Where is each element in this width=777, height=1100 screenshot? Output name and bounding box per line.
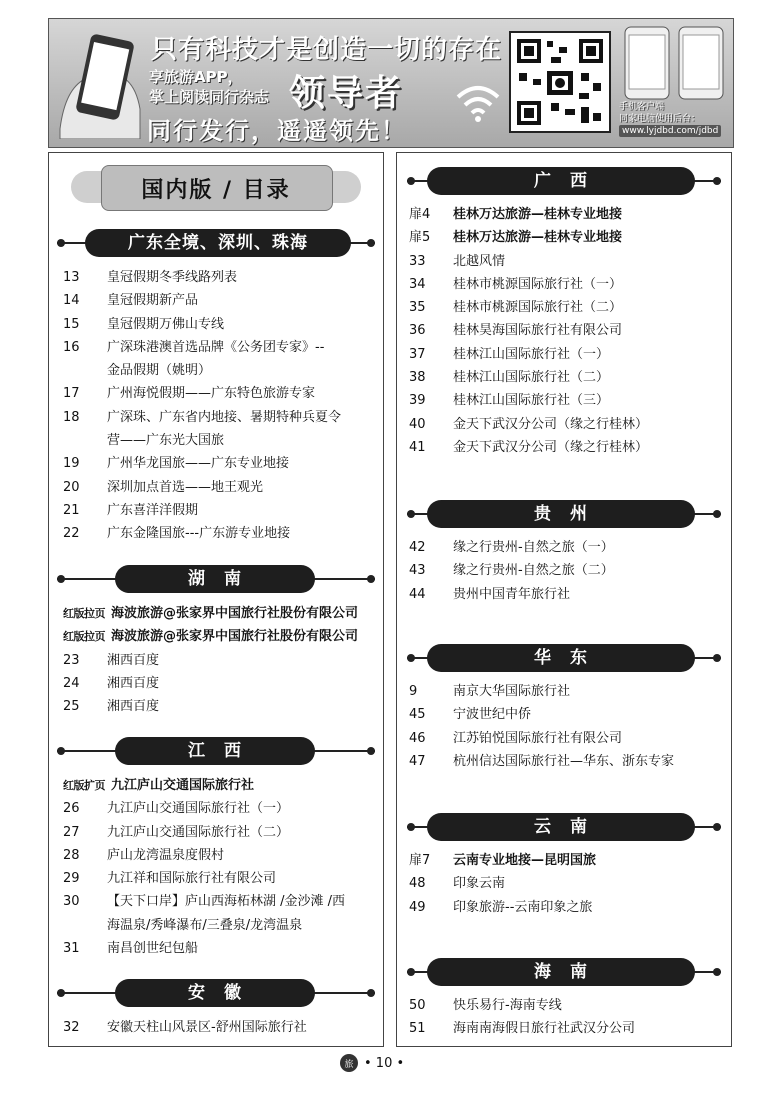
list-item[interactable] [63,844,381,867]
list-item[interactable] [63,359,381,382]
list-item[interactable] [409,727,727,750]
entry-text: 贵州中国青年旅行社 [453,586,571,602]
entry-text: 北越风情 [453,253,506,269]
entry-text: 宁波世纪中侨 [453,707,532,723]
section-title: 华 东 [427,644,695,672]
page-number: 34 [409,276,426,292]
section-header-huadong [407,644,721,672]
entry-text: 桂林市桃源国际旅行社（一） [453,276,623,292]
page-number [63,429,107,452]
entry-text: 皇冠假期冬季线路列表 [107,270,238,285]
entry-text: 南昌创世纪包船 [107,941,199,957]
list-item[interactable] [409,849,727,872]
list-item[interactable] [63,266,381,289]
page-number: 25 [63,699,80,715]
page-number: 扉7 [409,853,431,868]
list-item[interactable] [409,994,727,1017]
entry-text: 桂林万达旅游—桂林专业地接 [453,230,623,246]
page-number: 50 [409,998,426,1013]
list-item[interactable] [63,797,381,820]
magazine-logo-icon: 旅 [340,1054,358,1072]
page-number: 16 [63,339,80,355]
entry-text: 桂林万达旅游—桂林专业地接 [453,207,623,222]
section-header-guangdong [57,229,375,257]
section-header-guangxi [407,167,721,195]
list-item[interactable] [409,343,727,366]
list-item[interactable] [409,389,727,412]
section-title: 广东全境、深圳、珠海 [85,229,351,257]
phone-in-hand-icon [55,29,145,139]
section-header-hunan [57,565,375,593]
page-number: 14 [63,293,80,309]
entry-text: 杭州信达国际旅行社—华东、浙东专家 [453,753,675,769]
list-item[interactable] [409,226,727,249]
entry-text: 湘西百度 [107,699,160,715]
section-list-guangxi [409,203,727,459]
page-number: 48 [409,876,426,892]
masthead [71,165,361,209]
list-item[interactable] [63,476,381,499]
list-item[interactable] [409,273,727,296]
list-item[interactable] [63,625,381,648]
header-advert-banner [48,18,734,148]
entry-text: 海波旅游@张家界中国旅行社股份有限公司 [111,629,359,645]
section-list-guizhou [409,536,727,606]
list-item[interactable] [63,522,381,545]
section-title: 湖 南 [115,565,315,593]
page-number: 红版拉页 [63,607,105,620]
entry-text: 皇冠假期新产品 [107,293,199,309]
list-item[interactable] [63,649,381,672]
list-item[interactable] [63,672,381,695]
page-number: 44 [409,586,426,602]
entry-text: 深圳加点首选——地王观光 [107,479,264,495]
list-item[interactable] [63,937,381,960]
page-number: 40 [409,416,426,432]
list-item[interactable] [409,536,727,559]
page-number: 33 [409,253,426,269]
page-number: 43 [409,563,426,579]
page-title: 国内版 / 目录 [141,178,291,203]
section-header-guizhou [407,500,721,528]
list-item[interactable] [409,436,727,459]
wifi-icon [453,75,503,125]
page-number: 红版扩页 [63,779,105,792]
section-list-hainan [409,994,727,1041]
entry-text: 九江庐山交通国际旅行社（二） [107,824,290,840]
page-number: 37 [409,346,426,362]
entry-text: 营——广东光大国旅 [107,433,225,449]
entry-text: 九江祥和国际旅行社有限公司 [107,871,277,887]
list-item[interactable] [409,1017,727,1040]
entry-text: 云南专业地接—昆明国旅 [453,853,597,868]
page-number: 15 [63,316,80,332]
list-item[interactable] [409,559,727,582]
page-number [63,359,107,382]
page-number: 45 [409,707,426,723]
left-column [48,152,384,1047]
entry-text: 安徽天柱山风景区-舒州国际旅行社 [107,1020,307,1035]
page-number: 24 [63,675,80,691]
page-number: 22 [63,526,80,542]
page-number: 38 [409,370,426,386]
page-number: 28 [63,847,80,863]
entry-text: 广深珠、广东省内地接、暑期特种兵夏令 [107,409,342,425]
page-number: 46 [409,730,426,746]
entry-text: 金品假期（姚明） [107,363,212,379]
section-list-anhui [63,1016,381,1039]
banner-leader-text: 领导者 [289,72,404,114]
list-item[interactable] [409,750,727,773]
list-item[interactable] [63,602,381,625]
banner-app-line1: 享旅游APP， [149,68,243,86]
section-list-hunan [63,602,381,718]
entry-text: 广州华龙国旅——广东专业地接 [107,456,290,472]
entry-text: 桂林江山国际旅行社（二） [453,370,610,386]
entry-text: 快乐易行-海南专线 [453,998,562,1013]
list-item[interactable] [409,319,727,342]
list-item[interactable] [63,774,381,797]
banner-app-text [149,67,269,107]
list-item[interactable] [63,695,381,718]
entry-text: 金天下武汉分公司（缘之行桂林） [453,416,649,432]
banner-client-text [619,101,700,125]
page-number: 32 [63,1020,80,1035]
page-number-footer: • 10 • [364,1055,405,1071]
list-item[interactable] [63,313,381,336]
page-number: 51 [409,1021,426,1037]
entry-text: 缘之行贵州-自然之旅（二） [453,563,614,579]
page-number: 35 [409,300,426,316]
page-number: 20 [63,479,80,495]
entry-text: 广东金隆国旅---广东游专业地接 [107,526,291,542]
list-item[interactable] [63,914,381,937]
page-number: 扉5 [409,230,431,246]
list-item[interactable] [409,896,727,919]
section-list-guangdong [63,266,381,546]
list-item[interactable] [63,452,381,475]
mobile-phones-icon [623,25,727,101]
entry-text: 金天下武汉分公司（缘之行桂林） [453,439,649,455]
page-number: 47 [409,753,426,769]
entry-text: 广东喜洋洋假期 [107,502,199,518]
entry-text: 桂林江山国际旅行社（一） [453,346,610,362]
entry-text: 海温泉/秀峰瀑布/三叠泉/龙湾温泉 [107,917,303,933]
page-number: 扉4 [409,207,431,222]
section-title: 云 南 [427,813,695,841]
list-item[interactable] [409,296,727,319]
list-item[interactable] [63,289,381,312]
page-number: 19 [63,456,80,472]
entry-text: 桂林昊海国际旅行社有限公司 [453,323,623,339]
section-list-jiangxi [63,774,381,960]
list-item[interactable] [63,890,381,913]
page-number: 红版拉页 [63,630,105,644]
page-number: 18 [63,409,80,425]
list-item[interactable] [63,429,381,452]
section-header-anhui [57,979,375,1007]
entry-text: 九江庐山交通国际旅行社 [111,778,255,793]
list-item[interactable] [63,1016,381,1039]
page-number: 41 [409,439,426,455]
list-item[interactable] [409,680,727,703]
entry-text: 广州海悦假期——广东特色旅游专家 [107,386,316,402]
entry-text: 广深珠港澳首选品牌《公务团专家》-- [107,339,325,355]
section-title: 海 南 [427,958,695,986]
qr-code-icon [509,31,611,133]
banner-client-line2: 同家电脑使用后台： [619,114,701,124]
entry-text: 海波旅游@张家界中国旅行社股份有限公司 [111,606,359,621]
entry-text: 桂林市桃源国际旅行社（二） [453,300,623,316]
banner-url[interactable]: www.lyjdbd.com/jdbd [619,125,721,137]
list-item[interactable] [409,872,727,895]
section-header-jiangxi [57,737,375,765]
page-number: 23 [63,652,80,668]
page-number: 29 [63,871,80,887]
page-number: 17 [63,386,80,402]
page-number: 36 [409,323,426,339]
section-title: 贵 州 [427,500,695,528]
page-number: 27 [63,824,80,840]
entry-text: 桂林江山国际旅行社（三） [453,393,610,409]
entry-text: 印象云南 [453,876,506,892]
banner-slogan: 只有科技才是创造一切的存在 [151,35,503,65]
page-number: 13 [63,270,80,285]
list-item[interactable] [63,336,381,359]
page-footer [340,1051,404,1075]
entry-text: 缘之行贵州-自然之旅（一） [453,540,614,555]
list-item[interactable] [409,703,727,726]
section-header-hainan [407,958,721,986]
list-item[interactable] [409,583,727,606]
list-item[interactable] [63,821,381,844]
banner-tagline: 同行发行，遥遥领先！ [147,117,407,145]
entry-text: 湘西百度 [107,675,160,691]
page-number: 30 [63,894,80,910]
section-list-huadong [409,680,727,773]
entry-text: 九江庐山交通国际旅行社（一） [107,801,290,817]
entry-text: 皇冠假期万佛山专线 [107,316,225,332]
entry-text: 印象旅游--云南印象之旅 [453,899,593,915]
page-number [63,914,107,937]
section-title: 江 西 [115,737,315,765]
entry-text: 南京大华国际旅行社 [453,684,571,699]
page-number: 42 [409,540,426,555]
list-item[interactable] [409,413,727,436]
list-item[interactable] [409,203,727,226]
section-title: 安 徽 [115,979,315,1007]
list-item[interactable] [63,867,381,890]
section-title: 广 西 [427,167,695,195]
page-number: 21 [63,502,80,518]
entry-text: 【天下口岸】庐山西海柘林湖 /金沙滩 /西 [107,894,346,910]
entry-text: 江苏铂悦国际旅行社有限公司 [453,730,623,746]
page-number: 49 [409,899,426,915]
list-item[interactable] [63,406,381,429]
entry-text: 庐山龙湾温泉度假村 [107,847,225,863]
list-item[interactable] [409,250,727,273]
page-number: 9 [409,684,418,699]
page-number: 31 [63,941,80,957]
right-column [396,152,732,1047]
list-item[interactable] [63,382,381,405]
list-item[interactable] [63,499,381,522]
page-number: 26 [63,801,80,817]
entry-text: 海南南海假日旅行社武汉分公司 [453,1021,636,1037]
banner-app-line2: 掌上阅读同行杂志 [149,88,270,106]
page-number: 39 [409,393,426,409]
banner-client-line1: 手机客户端 [619,102,665,112]
list-item[interactable] [409,366,727,389]
section-list-yunnan [409,849,727,919]
entry-text: 湘西百度 [107,652,160,668]
section-header-yunnan [407,813,721,841]
